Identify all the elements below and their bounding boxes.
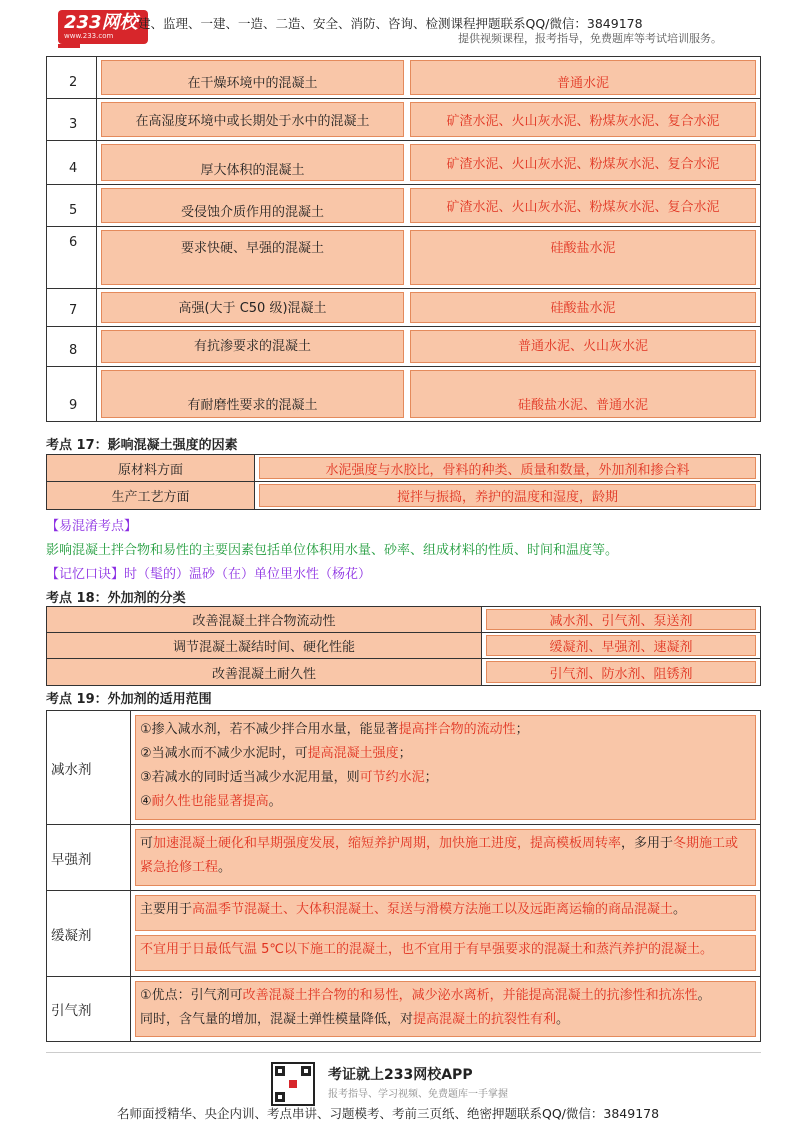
row-number: 4 — [47, 141, 97, 184]
class-label: 改善混凝土耐久性 — [47, 659, 482, 685]
air-entrainer-description: ①优点：引气剂可改善混凝土拌合物的和易性，减少泌水离析，并能提高混凝土的抗渗性和抗冻性。 同时，含气量的增加，混凝土弹性模量降低，对提高混凝土的抗裂性有利。 — [135, 981, 756, 1037]
section-heading-kd18: 考点 18：外加剂的分类 — [46, 591, 186, 606]
row-number: 6 — [47, 227, 97, 288]
header-service-line: 提供视频课程，报考指导，免费题库等考试培训服务。 — [458, 32, 722, 45]
admixture-label: 缓凝剂 — [47, 891, 131, 976]
table-row — [47, 99, 760, 141]
cement-cell: 矿渣水泥、火山灰水泥、粉煤灰水泥、复合水泥 — [410, 188, 756, 223]
cement-cell: 矿渣水泥、火山灰水泥、粉煤灰水泥、复合水泥 — [410, 144, 756, 181]
logo-url: www.233.com — [64, 32, 114, 40]
footer-contact-text: 名师面授精华、央企内训、考点串讲、习题模考、考前三页纸、绝密押题联系QQ/微信：3849178 — [117, 1106, 660, 1121]
mnemonic-line — [46, 563, 371, 582]
cement-cell: 普通水泥、火山灰水泥 — [410, 330, 756, 363]
admixture-label: 早强剂 — [47, 825, 131, 890]
table-row — [47, 367, 760, 421]
cement-cell: 矿渣水泥、火山灰水泥、粉煤灰水泥、复合水泥 — [410, 102, 756, 137]
retarder-usage: 主要用于高温季节混凝土、大体积混凝土、泵送与滑模方法施工以及远距离运输的商品混凝土。 — [135, 895, 756, 931]
row-number: 9 — [47, 367, 97, 421]
section-heading-kd17: 考点 17：影响混凝土强度的因素 — [46, 438, 238, 453]
admixture-class-table — [46, 606, 761, 686]
condition-cell: 有耐磨性要求的混凝土 — [101, 370, 404, 418]
mnemonic-tag: 【记忆口诀】 — [46, 567, 125, 582]
table-row — [47, 711, 760, 825]
cement-cell: 硅酸盐水泥 — [410, 230, 756, 285]
condition-cell: 在高湿度环境中或长期处于水中的混凝土 — [101, 102, 404, 137]
app-promo-subtitle: 报考指导、学习视频、免费题库一手掌握 — [328, 1089, 508, 1100]
admixture-label: 引气剂 — [47, 977, 131, 1041]
brand-logo[interactable] — [58, 10, 148, 44]
mnemonic-text: 时（髦的）温砂（在）单位里水性（杨花） — [124, 567, 372, 582]
class-value: 减水剂、引气剂、泵送剂 — [486, 609, 756, 630]
table-row — [47, 977, 760, 1041]
condition-cell: 要求快硬、早强的混凝土 — [101, 230, 404, 285]
confuse-tag: 【易混淆考点】 — [46, 519, 138, 534]
table-row — [47, 185, 760, 227]
footer-divider — [46, 1052, 761, 1053]
class-label: 改善混凝土拌合物流动性 — [47, 607, 482, 632]
confuse-text: 影响混凝土拌合物和易性的主要因素包括单位体积用水量、砂率、组成材料的性质、时间和温度等。 — [46, 543, 619, 558]
early-strength-description: 可加速混凝土硬化和早期强度发展，缩短养护周期，加快施工进度，提高模板周转率，多用于冬期施工或紧急抢修工程。 — [135, 829, 756, 886]
class-label: 调节混凝土凝结时间、硬化性能 — [47, 633, 482, 658]
factor-label: 生产工艺方面 — [47, 482, 255, 509]
logo-accent — [58, 44, 80, 48]
header-contact-line: 建、监理、一建、一造、二造、安全、消防、咨询、检测课程押题联系QQ/微信：3849178 — [138, 16, 643, 31]
table-row — [47, 633, 760, 659]
table-row — [47, 327, 760, 367]
table-row — [47, 289, 760, 327]
factor-value: 搅拌与振捣，养护的温度和湿度，龄期 — [259, 484, 756, 507]
condition-cell: 受侵蚀介质作用的混凝土 — [101, 188, 404, 223]
condition-cell: 有抗渗要求的混凝土 — [101, 330, 404, 363]
condition-cell: 高强(大于 C50 级)混凝土 — [101, 292, 404, 323]
reducer-description: ①掺入减水剂，若不减少拌合用水量，能显著提高拌合物的流动性； ②当减水而不减少水泥时，可提高混凝土强度； ③若减水的同时适当减少水泥用量，则可节约水泥； ④耐久性也能显著提高。 — [135, 715, 756, 820]
factor-value: 水泥强度与水胶比，骨料的种类、质量和数量，外加剂和掺合料 — [259, 457, 756, 479]
class-value: 引气剂、防水剂、阻锈剂 — [486, 661, 756, 683]
row-number: 7 — [47, 289, 97, 326]
table-row — [47, 227, 760, 289]
row-number: 8 — [47, 327, 97, 366]
table-row — [47, 482, 760, 509]
admixture-label: 减水剂 — [47, 711, 131, 824]
logo-text: 233网校 — [64, 12, 138, 33]
retarder-restriction: 不宜用于日最低气温 5℃以下施工的混凝土，也不宜用于有早强要求的混凝土和蒸汽养护的混凝土。 — [135, 935, 756, 971]
table-row — [47, 891, 760, 977]
table-row — [47, 825, 760, 891]
condition-cell: 厚大体积的混凝土 — [101, 144, 404, 181]
cement-cell: 硅酸盐水泥、普通水泥 — [410, 370, 756, 418]
row-number: 2 — [47, 57, 97, 98]
strength-factors-table — [46, 454, 761, 510]
cement-cell: 普通水泥 — [410, 60, 756, 95]
table-row — [47, 141, 760, 185]
class-value: 缓凝剂、早强剂、速凝剂 — [486, 635, 756, 656]
page-header — [0, 0, 800, 48]
app-promo-title: 考证就上233网校APP — [328, 1067, 473, 1083]
section-heading-kd19: 考点 19：外加剂的适用范围 — [46, 692, 212, 707]
table-row — [47, 659, 760, 685]
table-row — [47, 57, 760, 99]
row-number: 3 — [47, 99, 97, 140]
table-row — [47, 607, 760, 633]
cement-cell: 硅酸盐水泥 — [410, 292, 756, 323]
row-number: 5 — [47, 185, 97, 226]
condition-cell: 在干燥环境中的混凝土 — [101, 60, 404, 95]
cement-selection-table — [46, 56, 761, 422]
table-row — [47, 455, 760, 482]
factor-label: 原材料方面 — [47, 455, 255, 481]
qr-code-icon[interactable] — [271, 1062, 315, 1106]
admixture-scope-table — [46, 710, 761, 1042]
